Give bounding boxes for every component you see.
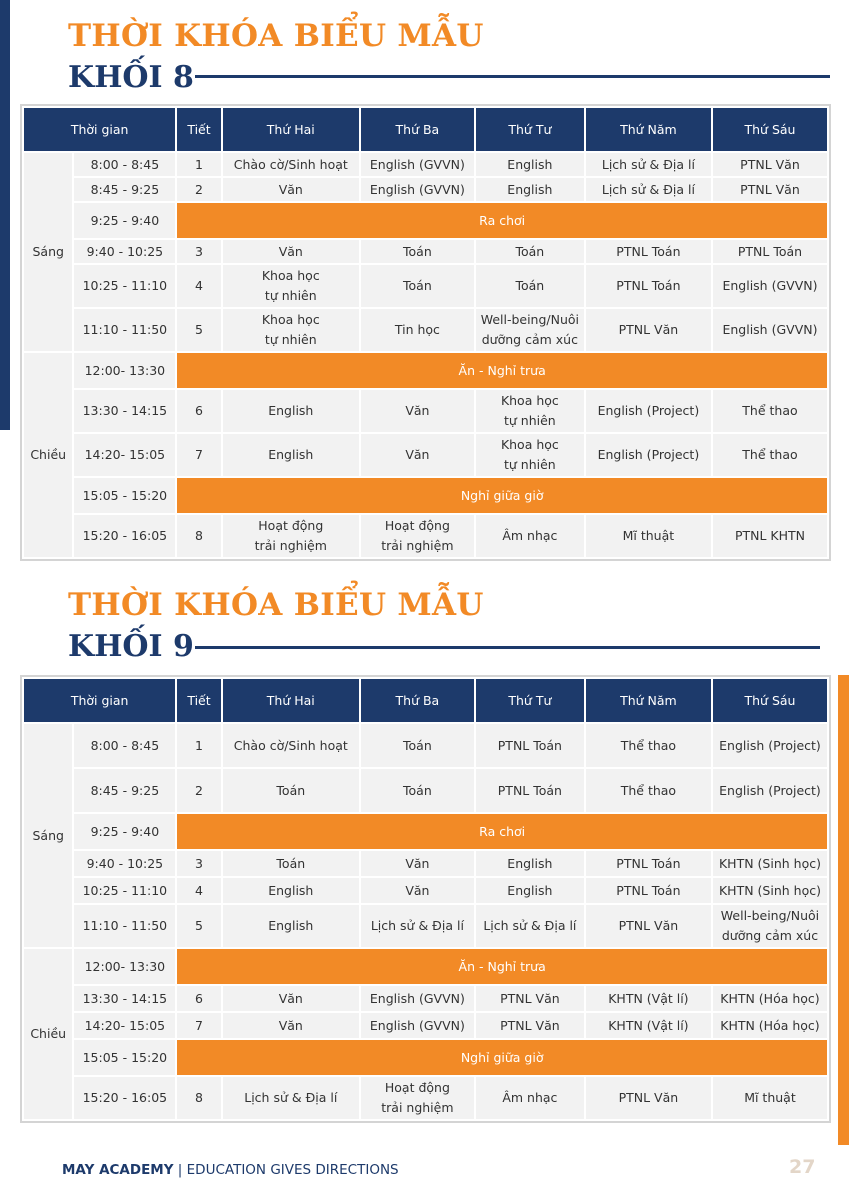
time-cell: 9:40 - 10:25 — [74, 240, 175, 263]
subject-cell: Âm nhạc — [476, 515, 584, 557]
subject-cell: PTNL Văn — [586, 309, 711, 351]
time-cell: 13:30 - 14:15 — [74, 390, 175, 432]
period-cell: 3 — [177, 240, 220, 263]
column-header: Tiết — [177, 679, 220, 722]
subject-cell: English (GVVN) — [361, 1013, 474, 1038]
table-row — [24, 986, 827, 1011]
subject-cell: Thể thao — [713, 434, 827, 476]
column-header: Thứ Tư — [476, 108, 584, 151]
period-cell: 5 — [177, 309, 220, 351]
subject-cell: Lịch sử & Địa lí — [476, 905, 584, 947]
subject-cell: Lịch sử & Địa lí — [586, 178, 711, 201]
subject-cell: Lịch sử & Địa lí — [223, 1077, 359, 1119]
subject-cell: Âm nhạc — [476, 1077, 584, 1119]
footer-tagline: EDUCATION GIVES DIRECTIONS — [186, 1162, 399, 1178]
subject-cell: Hoạt động trải nghiệm — [361, 515, 474, 557]
break-row — [24, 1040, 827, 1075]
subject-cell: English (GVVN) — [713, 265, 827, 307]
break-cell: Ăn - Nghỉ trưa — [177, 353, 827, 388]
time-cell: 15:20 - 16:05 — [74, 1077, 175, 1119]
subject-cell: English — [223, 878, 359, 903]
subject-cell: Hoạt động trải nghiệm — [361, 1077, 474, 1119]
subject-cell: English (Project) — [713, 769, 827, 812]
subject-cell: English (Project) — [713, 724, 827, 767]
table-row — [24, 769, 827, 812]
time-cell: 8:00 - 8:45 — [74, 153, 175, 176]
time-cell: 12:00- 13:30 — [74, 353, 175, 388]
subject-cell: PTNL Văn — [476, 1013, 584, 1038]
subject-cell: Chào cờ/Sinh hoạt — [223, 724, 359, 767]
subject-cell: PTNL Văn — [476, 986, 584, 1011]
break-cell: Nghỉ giữa giờ — [177, 1040, 827, 1075]
subject-cell: Khoa học tự nhiên — [476, 390, 584, 432]
break-row — [24, 353, 827, 388]
subject-cell: Toán — [361, 724, 474, 767]
period-cell: 3 — [177, 851, 220, 876]
table-row — [24, 724, 827, 767]
session-afternoon: Chiều — [24, 949, 72, 1119]
period-cell: 8 — [177, 1077, 220, 1119]
subject-cell: English — [223, 434, 359, 476]
subject-cell: Lịch sử & Địa lí — [586, 153, 711, 176]
grade9-title: THỜI KHÓA BIỂU MẪU — [68, 587, 484, 623]
period-cell: 4 — [177, 878, 220, 903]
table-row — [24, 153, 827, 176]
header-row — [24, 108, 827, 151]
header-row — [24, 679, 827, 722]
subject-cell: PTNL Toán — [586, 851, 711, 876]
column-header: Thứ Sáu — [713, 108, 827, 151]
table-row — [24, 515, 827, 557]
table-row — [24, 178, 827, 201]
table-row — [24, 1013, 827, 1038]
right-accent-bar — [838, 675, 849, 1145]
break-row — [24, 949, 827, 984]
break-row — [24, 478, 827, 513]
column-header: Tiết — [177, 108, 220, 151]
time-cell: 14:20- 15:05 — [74, 434, 175, 476]
subject-cell: KHTN (Vật lí) — [586, 986, 711, 1011]
subject-cell: Toán — [223, 769, 359, 812]
subject-cell: Chào cờ/Sinh hoạt — [223, 153, 359, 176]
subject-cell: PTNL KHTN — [713, 515, 827, 557]
subject-cell: Tin học — [361, 309, 474, 351]
subject-cell: Văn — [361, 851, 474, 876]
subject-cell: Toán — [223, 851, 359, 876]
table-row — [24, 851, 827, 876]
break-cell: Nghỉ giữa giờ — [177, 478, 827, 513]
column-header: Thứ Năm — [586, 108, 711, 151]
subject-cell: PTNL Toán — [476, 724, 584, 767]
period-cell: 1 — [177, 724, 220, 767]
session-morning: Sáng — [24, 153, 72, 351]
column-header: Thời gian — [24, 679, 175, 722]
subject-cell: English — [223, 390, 359, 432]
subject-cell: KHTN (Sinh học) — [713, 878, 827, 903]
subject-cell: English (GVVN) — [361, 178, 474, 201]
session-morning: Sáng — [24, 724, 72, 947]
subject-cell: English — [476, 851, 584, 876]
break-cell: Ăn - Nghỉ trưa — [177, 949, 827, 984]
period-cell: 1 — [177, 153, 220, 176]
table-row — [24, 265, 827, 307]
column-header: Thứ Ba — [361, 108, 474, 151]
column-header: Thứ Sáu — [713, 679, 827, 722]
table-row — [24, 434, 827, 476]
subject-cell: Mĩ thuật — [586, 515, 711, 557]
subject-cell: Văn — [361, 390, 474, 432]
subject-cell: PTNL Toán — [586, 240, 711, 263]
break-cell: Ra chơi — [177, 203, 827, 238]
subject-cell: English (Project) — [586, 390, 711, 432]
time-cell: 9:40 - 10:25 — [74, 851, 175, 876]
subject-cell: Toán — [361, 265, 474, 307]
subject-cell: PTNL Toán — [586, 265, 711, 307]
subject-cell: English (Project) — [586, 434, 711, 476]
period-cell: 7 — [177, 434, 220, 476]
time-cell: 11:10 - 11:50 — [74, 309, 175, 351]
subject-cell: Lịch sử & Địa lí — [361, 905, 474, 947]
break-row — [24, 814, 827, 849]
subject-cell: Mĩ thuật — [713, 1077, 827, 1119]
subject-cell: Văn — [223, 240, 359, 263]
subject-cell: KHTN (Hóa học) — [713, 1013, 827, 1038]
time-cell: 12:00- 13:30 — [74, 949, 175, 984]
subject-cell: English — [223, 905, 359, 947]
subject-cell: Toán — [361, 769, 474, 812]
subject-cell: English (GVVN) — [713, 309, 827, 351]
left-accent-bar — [0, 0, 10, 430]
period-cell: 8 — [177, 515, 220, 557]
time-cell: 11:10 - 11:50 — [74, 905, 175, 947]
subject-cell: PTNL Toán — [713, 240, 827, 263]
subject-cell: Văn — [361, 878, 474, 903]
subject-cell: PTNL Văn — [713, 178, 827, 201]
subject-cell: English — [476, 878, 584, 903]
subject-cell: Toán — [476, 265, 584, 307]
period-cell: 6 — [177, 986, 220, 1011]
subject-cell: PTNL Toán — [476, 769, 584, 812]
subject-cell: Thể thao — [586, 724, 711, 767]
subject-cell: Khoa học tự nhiên — [476, 434, 584, 476]
subject-cell: Well-being/Nuôi dưỡng cảm xúc — [476, 309, 584, 351]
subject-cell: PTNL Toán — [586, 878, 711, 903]
time-cell: 10:25 - 11:10 — [74, 265, 175, 307]
column-header: Thứ Năm — [586, 679, 711, 722]
period-cell: 7 — [177, 1013, 220, 1038]
time-cell: 15:20 - 16:05 — [74, 515, 175, 557]
grade8-timetable — [20, 104, 831, 561]
table-row — [24, 878, 827, 903]
time-cell: 10:25 - 11:10 — [74, 878, 175, 903]
time-cell: 8:00 - 8:45 — [74, 724, 175, 767]
subject-cell: English (GVVN) — [361, 986, 474, 1011]
subject-cell: Toán — [361, 240, 474, 263]
footer-separator: | — [173, 1162, 187, 1178]
grade8-subtitle: KHỐI 8 — [68, 60, 194, 95]
time-cell: 13:30 - 14:15 — [74, 986, 175, 1011]
subject-cell: KHTN (Vật lí) — [586, 1013, 711, 1038]
break-cell: Ra chơi — [177, 814, 827, 849]
subject-cell: Well-being/Nuôi dưỡng cảm xúc — [713, 905, 827, 947]
table-row — [24, 390, 827, 432]
subject-cell: Văn — [223, 986, 359, 1011]
period-cell: 6 — [177, 390, 220, 432]
subject-cell: English — [476, 178, 584, 201]
grade9-timetable — [20, 675, 831, 1123]
subject-cell: English (GVVN) — [361, 153, 474, 176]
column-header: Thứ Hai — [223, 679, 359, 722]
break-row — [24, 203, 827, 238]
period-cell: 5 — [177, 905, 220, 947]
subject-cell: KHTN (Sinh học) — [713, 851, 827, 876]
subject-cell: Văn — [223, 1013, 359, 1038]
period-cell: 4 — [177, 265, 220, 307]
footer — [62, 1162, 399, 1178]
time-cell: 14:20- 15:05 — [74, 1013, 175, 1038]
grade9-subtitle: KHỐI 9 — [68, 629, 194, 664]
period-cell: 2 — [177, 769, 220, 812]
column-header: Thứ Hai — [223, 108, 359, 151]
table-row — [24, 240, 827, 263]
table-row — [24, 309, 827, 351]
subject-cell: Thể thao — [713, 390, 827, 432]
subject-cell: English — [476, 153, 584, 176]
subject-cell: Khoa học tự nhiên — [223, 265, 359, 307]
subject-cell: Thể thao — [586, 769, 711, 812]
time-cell: 8:45 - 9:25 — [74, 178, 175, 201]
table-row — [24, 905, 827, 947]
subject-cell: Khoa học tự nhiên — [223, 309, 359, 351]
subject-cell: KHTN (Hóa học) — [713, 986, 827, 1011]
time-cell: 15:05 - 15:20 — [74, 1040, 175, 1075]
column-header: Thứ Ba — [361, 679, 474, 722]
time-cell: 9:25 - 9:40 — [74, 814, 175, 849]
grade9-heading-rule — [195, 646, 820, 649]
subject-cell: PTNL Văn — [713, 153, 827, 176]
subject-cell: PTNL Văn — [586, 1077, 711, 1119]
subject-cell: Toán — [476, 240, 584, 263]
table-row — [24, 1077, 827, 1119]
time-cell: 8:45 - 9:25 — [74, 769, 175, 812]
grade8-heading-rule — [195, 75, 830, 78]
footer-brand: MAY ACADEMY — [62, 1162, 174, 1178]
grade8-title: THỜI KHÓA BIỂU MẪU — [68, 18, 484, 54]
column-header: Thời gian — [24, 108, 175, 151]
page-number: 27 — [789, 1156, 816, 1178]
time-cell: 15:05 - 15:20 — [74, 478, 175, 513]
subject-cell: Văn — [223, 178, 359, 201]
session-afternoon: Chiều — [24, 353, 72, 557]
subject-cell: Văn — [361, 434, 474, 476]
subject-cell: Hoạt động trải nghiệm — [223, 515, 359, 557]
period-cell: 2 — [177, 178, 220, 201]
subject-cell: PTNL Văn — [586, 905, 711, 947]
time-cell: 9:25 - 9:40 — [74, 203, 175, 238]
column-header: Thứ Tư — [476, 679, 584, 722]
